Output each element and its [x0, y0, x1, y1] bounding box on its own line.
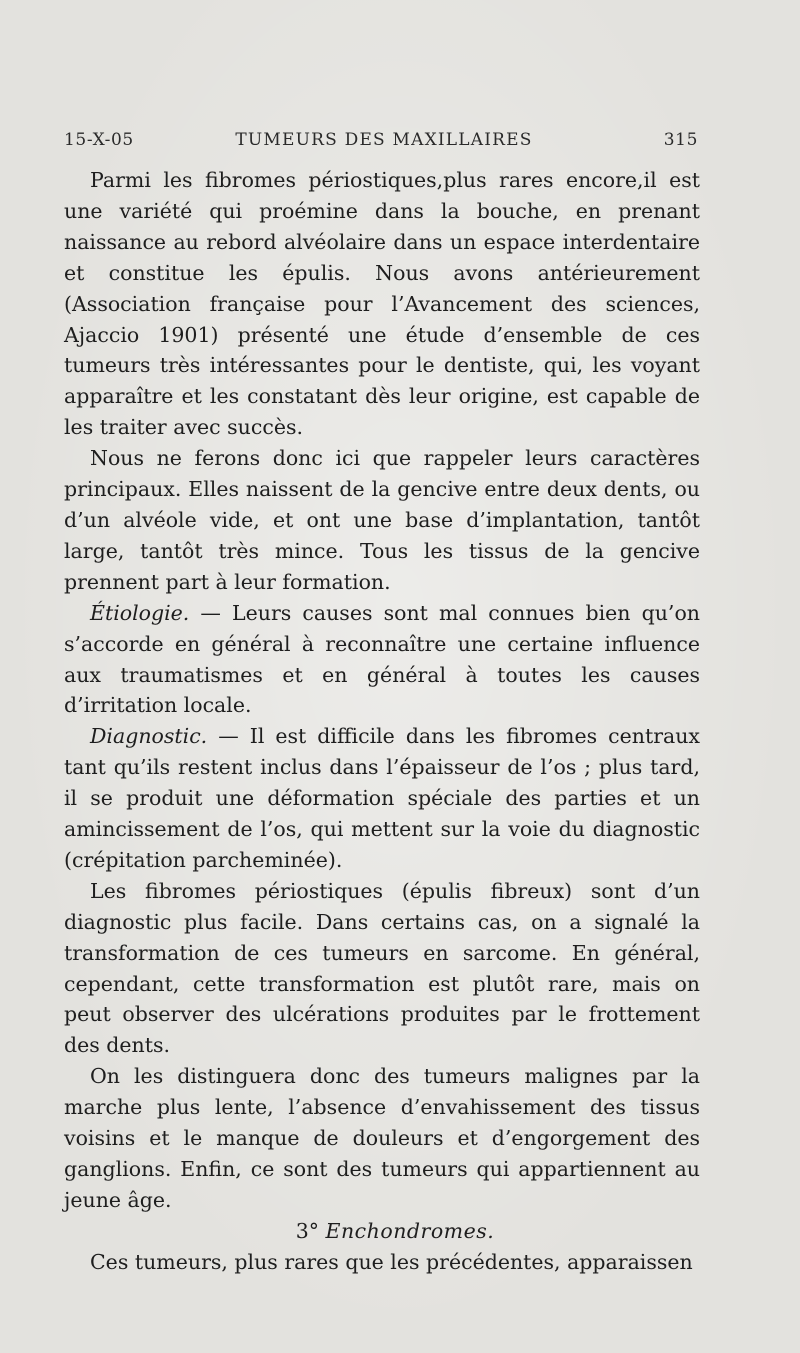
- running-head-title: TUMEURS DES MAXILLAIRES: [235, 130, 533, 150]
- paragraph-etiologie: [64, 598, 700, 722]
- running-head-date: 15-X-05: [64, 130, 134, 150]
- paragraph-text: — Leurs causes sont mal connues bien qu’on s’accorde en général à reconnaître une certaine influence aux traumatismes et en général à toutes les causes d’irritation locale.: [64, 600, 700, 718]
- paragraph-final: [64, 1247, 700, 1278]
- paragraph-text: Nous ne ferons donc ici que rappeler leurs caractères principaux. Elles naissent de la gencive entre deux dents, ou d’un alvéole vide, et ont une base d’implantation, tantôt large, tantôt très mince. Tous les tissus de la gencive prennent part à leur formation.: [64, 446, 700, 594]
- running-head: [64, 130, 704, 156]
- paragraph: [64, 443, 700, 598]
- paragraph-text: — Il est difficile dans les fibromes centraux tant qu’ils restent inclus dans l’épaisseur de l’os ; plus tard, il se produit une déformation spéciale des parties et un amincissement de l’os, qui mettent sur la voie du diagnostic (crépitation parcheminée).: [64, 724, 700, 872]
- paragraph-text: On les distinguera donc des tumeurs malignes par la marche plus lente, l’absence d’envahissement des tissus voisins et le manque de douleurs et d’engorgement des ganglions. Enfin, ce sont des tumeurs qui appartiennent au jeune âge.: [64, 1064, 700, 1212]
- paragraph: [64, 876, 700, 1061]
- paragraph-text: Parmi les fibromes périostiques,plus rares encore,il est une variété qui proémine dans la bouche, en prenant naissance au rebord alvéolaire dans un espace interdentaire et constitue les épulis. Nous avons antérieurement (Association française pour l’Avancement des sciences, Ajaccio 1901) présenté une étude d’ensemble de ces tumeurs très intéressantes pour le dentiste, qui, les voyant apparaître et les constatant dès leur origine, est capable de les traiter avec succès.: [64, 168, 700, 440]
- paragraph-diagnostic: [64, 721, 700, 876]
- section-heading: [64, 1216, 700, 1247]
- rubric-diagnostic: Diagnostic.: [90, 724, 208, 749]
- paragraph-text: Ces tumeurs, plus rares que les précédentes, apparaissen: [90, 1249, 693, 1274]
- section-title: Enchondromes.: [325, 1218, 495, 1243]
- paragraph-text: Les fibromes périostiques (épulis fibreux) sont d’un diagnostic plus facile. Dans certains cas, on a signalé la transformation de ces tumeurs en sarcome. En général, cependant, cette transformation est plutôt rare, mais on peut observer des ulcérations produites par le frottement des dents.: [64, 878, 700, 1058]
- section-number: 3°: [295, 1218, 319, 1243]
- page-number: 315: [663, 130, 698, 150]
- rubric-etiologie: Étiologie.: [90, 600, 190, 625]
- paragraph: [64, 1061, 700, 1216]
- paragraph: [64, 165, 700, 443]
- body-text: [64, 165, 700, 1278]
